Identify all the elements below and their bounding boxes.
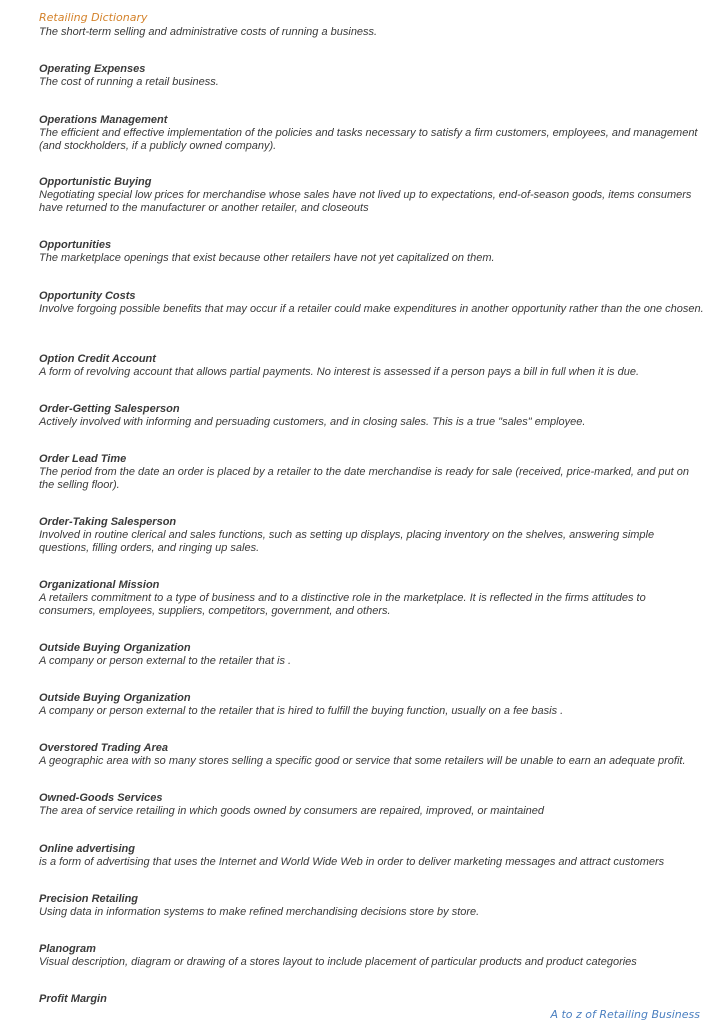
entry-term: Order Lead Time — [39, 453, 127, 465]
dictionary-entry — [39, 943, 704, 969]
dictionary-entry — [39, 579, 704, 618]
entry-definition: Involved in routine clerical and sales functions, such as setting up displays, placing inventory on the shelves, answering simple questions, filling orders, and ringing up sales. — [39, 529, 655, 554]
dictionary-entry — [39, 239, 704, 265]
entry-term: Operating Expenses — [39, 63, 146, 75]
entry-definition: Involve forgoing possible benefits that may occur if a retailer could make expenditures in another opportunity rather than the one chosen. — [39, 303, 704, 315]
entry-term: Order-Taking Salesperson — [39, 516, 177, 528]
entry-definition: The period from the date an order is placed by a retailer to the date merchandise is ready for sale (received, price-marked, and put on the selling floor). — [39, 466, 689, 491]
entry-term: Overstored Trading Area — [39, 742, 168, 754]
entry-term: Profit Margin — [39, 993, 107, 1005]
dictionary-entry — [39, 516, 704, 555]
entry-definition: The efficient and effective implementation of the policies and tasks necessary to satisfy a firm customers, employees, and management (and stockholders, if a publicly owned company). — [39, 127, 698, 152]
entry-definition: A retailers commitment to a type of business and to a distinctive role in the marketplace. It is reflected in the firms attitudes to consumers, employees, suppliers, competitors, government, and others. — [39, 592, 646, 617]
dictionary-entry — [39, 893, 704, 919]
entry-definition: A geographic area with so many stores selling a specific good or service that some retailers will be unable to earn an adequate profit. — [39, 755, 686, 767]
dictionary-entry — [39, 114, 704, 153]
entry-definition: The short-term selling and administrative costs of running a business. — [39, 26, 378, 38]
dictionary-entry — [39, 453, 704, 492]
entry-term: Opportunistic Buying — [39, 176, 152, 188]
dictionary-entry — [39, 353, 704, 379]
entry-term: Outside Buying Organization — [39, 692, 191, 704]
dictionary-entry — [39, 843, 704, 869]
entry-term: Planogram — [39, 943, 96, 955]
entry-definition: A company or person external to the retailer that is hired to fulfill the buying function, usually on a fee basis . — [39, 705, 564, 717]
dictionary-entry — [39, 26, 704, 39]
entry-definition: The cost of running a retail business. — [39, 76, 219, 88]
dictionary-entry — [39, 176, 704, 215]
entry-definition: is a form of advertising that uses the Internet and World Wide Web in order to deliver marketing messages and attract customers — [39, 856, 665, 868]
entry-term: Online advertising — [39, 843, 135, 855]
dictionary-entry — [39, 290, 704, 316]
entry-term: Opportunity Costs — [39, 290, 136, 302]
entry-term: Opportunities — [39, 239, 112, 251]
running-footer: A to z of Retailing Business — [550, 1008, 700, 1021]
dictionary-entry — [39, 642, 704, 668]
dictionary-entry — [39, 403, 704, 429]
dictionary-entry — [39, 993, 704, 1006]
dictionary-entry — [39, 692, 704, 718]
dictionary-entry — [39, 63, 704, 89]
entry-term: Precision Retailing — [39, 893, 139, 905]
entry-definition: Actively involved with informing and persuading customers, and in closing sales. This is a true "sales" employee. — [39, 416, 586, 428]
entry-definition: The area of service retailing in which goods owned by consumers are repaired, improved, or maintained — [39, 805, 545, 817]
dictionary-entry — [39, 792, 704, 818]
entry-definition: The marketplace openings that exist because other retailers have not yet capitalized on them. — [39, 252, 495, 264]
entry-term: Operations Management — [39, 114, 168, 126]
entry-term: Order-Getting Salesperson — [39, 403, 180, 415]
entry-definition: Using data in information systems to make refined merchandising decisions store by store. — [39, 906, 480, 918]
entry-term: Organizational Mission — [39, 579, 160, 591]
entry-term: Outside Buying Organization — [39, 642, 191, 654]
running-header: Retailing Dictionary — [39, 11, 148, 24]
entry-definition: Visual description, diagram or drawing of a stores layout to include placement of particular products and product categories — [39, 956, 637, 968]
entry-definition: Negotiating special low prices for merchandise whose sales have not lived up to expectations, end-of-season goods, items consumers have returned to the manufacturer or another retailer, and closeouts — [39, 189, 692, 214]
entry-definition: A company or person external to the retailer that is . — [39, 655, 292, 667]
entry-term: Option Credit Account — [39, 353, 156, 365]
entry-term: Owned-Goods Services — [39, 792, 163, 804]
dictionary-entry — [39, 742, 704, 768]
entry-definition: A form of revolving account that allows partial payments. No interest is assessed if a person pays a bill in full when it is due. — [39, 366, 639, 378]
